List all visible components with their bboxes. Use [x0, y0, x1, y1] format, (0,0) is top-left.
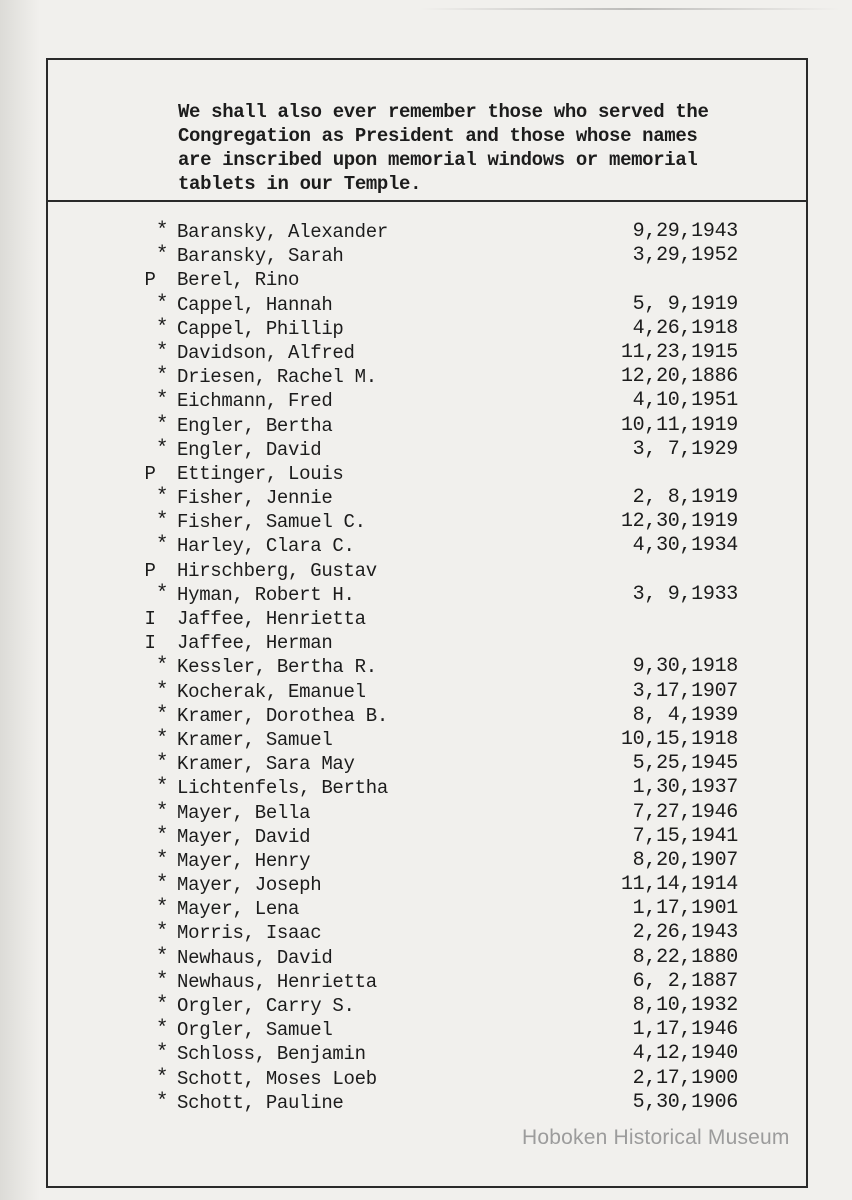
- list-item: [48, 631, 808, 655]
- entry-mark: I: [144, 608, 156, 630]
- entry-mark: *: [155, 486, 169, 510]
- entry-name: Ettinger, Louis: [177, 462, 344, 485]
- entry-mark: *: [155, 897, 169, 921]
- entry-name: Kramer, Dorothea B.: [177, 704, 388, 727]
- list-item: [48, 438, 808, 462]
- entry-name: Newhaus, David: [177, 946, 333, 969]
- list-item: [48, 897, 808, 921]
- list-item: [48, 921, 808, 945]
- entry-mark: *: [155, 1042, 169, 1066]
- list-item: [48, 583, 808, 607]
- list-item: [48, 293, 808, 317]
- entry-name: Kramer, Sara May: [177, 753, 355, 776]
- list-item: [48, 1042, 808, 1066]
- entry-mark: *: [155, 679, 169, 703]
- entry-mark: P: [144, 559, 156, 582]
- intro-box: [48, 60, 806, 202]
- list-item: [48, 534, 808, 558]
- list-item: [48, 607, 808, 631]
- entry-mark: *: [155, 776, 169, 800]
- list-item: [48, 486, 808, 510]
- entry-name: Harley, Clara C.: [177, 535, 355, 558]
- entry-name: Lichtenfels, Bertha: [177, 777, 388, 800]
- entry-date: 3,17,1907: [632, 679, 738, 703]
- entry-name: Schloss, Benjamin: [177, 1043, 366, 1066]
- list-item: [48, 970, 808, 994]
- entry-name: Davidson, Alfred: [177, 341, 355, 364]
- entry-mark: *: [155, 510, 169, 534]
- intro-text: We shall also ever remember those who served the Congregation as President and those whose names are inscribed upon memorial windows or memorial tablets in our Temple.: [178, 101, 709, 195]
- entry-mark: *: [155, 437, 169, 461]
- entry-name: Baransky, Alexander: [177, 221, 388, 243]
- list-item: [48, 365, 808, 389]
- entry-name: Newhaus, Henrietta: [177, 970, 377, 993]
- scan-edge-shadow: [0, 0, 40, 1200]
- entry-mark: *: [155, 1018, 169, 1042]
- entry-mark: *: [155, 413, 169, 437]
- entry-date: 3, 7,1929: [632, 437, 738, 461]
- entry-name: Baransky, Sarah: [177, 245, 344, 268]
- entry-mark: *: [155, 582, 169, 606]
- entry-name: Schott, Moses Loeb: [177, 1067, 377, 1090]
- entry-name: Orgler, Carry S.: [177, 995, 355, 1017]
- entry-name: Mayer, Bella: [177, 801, 311, 824]
- entry-date: 2, 8,1919: [632, 486, 738, 510]
- entry-name: Engler, David: [177, 438, 322, 461]
- entry-mark: *: [155, 873, 169, 897]
- list-item: [48, 1067, 808, 1091]
- list-item: [48, 849, 808, 873]
- entry-name: Orgler, Samuel: [177, 1019, 333, 1042]
- list-item: [48, 752, 808, 776]
- entry-mark: *: [155, 727, 169, 751]
- list-item: [48, 655, 808, 679]
- entry-name: Berel, Rino: [177, 269, 300, 292]
- entry-mark: I: [144, 632, 156, 655]
- entry-mark: *: [155, 994, 169, 1017]
- entry-mark: *: [155, 340, 169, 364]
- entry-date: 7,27,1946: [632, 800, 738, 824]
- entry-mark: *: [155, 752, 169, 776]
- entry-mark: *: [155, 389, 169, 413]
- list-item: [48, 776, 808, 800]
- entry-mark: P: [144, 462, 156, 485]
- list-item: [48, 825, 808, 849]
- entry-mark: *: [155, 800, 169, 824]
- entry-date: 12,30,1919: [620, 510, 738, 534]
- entry-date: 10,15,1918: [620, 727, 738, 751]
- entry-date: 5,25,1945: [632, 752, 738, 776]
- entry-mark: *: [155, 534, 169, 558]
- list-item: [48, 414, 808, 438]
- entry-name: Schott, Pauline: [177, 1091, 344, 1114]
- entry-date: 1,17,1901: [632, 897, 738, 921]
- entry-mark: *: [155, 848, 169, 872]
- list-item: [48, 244, 808, 268]
- entry-name: Kocherak, Emanuel: [177, 680, 366, 703]
- list-item: [48, 801, 808, 825]
- entry-date: 10,11,1919: [620, 413, 738, 437]
- entry-name: Cappel, Hannah: [177, 293, 333, 316]
- entry-date: 8,10,1932: [632, 994, 738, 1017]
- entry-mark: P: [144, 269, 156, 292]
- entry-date: 9,30,1918: [632, 655, 738, 679]
- memorial-list-frame: [46, 58, 808, 1188]
- list-item: [48, 1091, 808, 1115]
- entry-name: Jaffee, Henrietta: [177, 608, 366, 630]
- entry-mark: *: [155, 1066, 169, 1090]
- entry-name: Mayer, Henry: [177, 849, 311, 872]
- entry-date: 3,29,1952: [632, 244, 738, 268]
- entry-date: 4,30,1934: [632, 534, 738, 558]
- entry-mark: *: [155, 220, 169, 243]
- entry-date: 5,30,1906: [632, 1090, 738, 1114]
- entry-date: 11,23,1915: [620, 340, 738, 364]
- entry-date: 12,20,1886: [620, 365, 738, 389]
- list-item: [48, 728, 808, 752]
- entry-mark: *: [155, 703, 169, 727]
- entry-date: 2,26,1943: [632, 921, 738, 945]
- entry-name: Morris, Isaac: [177, 922, 322, 945]
- list-item: [48, 873, 808, 897]
- list-item: [48, 268, 808, 292]
- entry-name: Mayer, David: [177, 825, 311, 848]
- entry-date: 4,12,1940: [632, 1042, 738, 1066]
- entry-name: Fisher, Jennie: [177, 487, 333, 510]
- list-item: [48, 317, 808, 341]
- list-item: [48, 389, 808, 413]
- entry-mark: *: [155, 921, 169, 945]
- entry-date: 3, 9,1933: [632, 582, 738, 606]
- entry-name: Jaffee, Herman: [177, 632, 333, 655]
- entry-name: Kramer, Samuel: [177, 728, 333, 751]
- list-item: [48, 462, 808, 486]
- list-item: [48, 510, 808, 534]
- entry-name: Cappel, Phillip: [177, 317, 344, 340]
- entry-name: Driesen, Rachel M.: [177, 366, 377, 389]
- list-item: [48, 946, 808, 970]
- entry-mark: *: [155, 1090, 169, 1114]
- entry-mark: *: [155, 244, 169, 268]
- entry-date: 7,15,1941: [632, 824, 738, 848]
- entry-mark: *: [155, 945, 169, 969]
- entry-date: 2,17,1900: [632, 1066, 738, 1090]
- scan-speck: [420, 8, 840, 10]
- entry-date: 1,30,1937: [632, 776, 738, 800]
- entry-mark: *: [155, 365, 169, 389]
- entry-date: 11,14,1914: [620, 873, 738, 897]
- entry-date: 6, 2,1887: [632, 969, 738, 993]
- memorial-entries-list: [48, 220, 808, 1115]
- list-item: [48, 559, 808, 583]
- entry-mark: *: [155, 824, 169, 848]
- entry-name: Mayer, Joseph: [177, 874, 322, 897]
- entry-date: 8, 4,1939: [632, 703, 738, 727]
- entry-name: Engler, Bertha: [177, 414, 333, 437]
- entry-mark: *: [155, 655, 169, 679]
- entry-date: 1,17,1946: [632, 1018, 738, 1042]
- entry-date: 9,29,1943: [632, 220, 738, 243]
- list-item: [48, 994, 808, 1018]
- list-item: [48, 680, 808, 704]
- entry-date: 4,10,1951: [632, 389, 738, 413]
- watermark: Hoboken Historical Museum: [522, 1126, 790, 1149]
- entry-name: Hyman, Robert H.: [177, 583, 355, 606]
- entry-date: 8,22,1880: [632, 945, 738, 969]
- entry-name: Eichmann, Fred: [177, 390, 333, 413]
- entry-mark: *: [155, 292, 169, 316]
- list-item: [48, 220, 808, 244]
- list-item: [48, 341, 808, 365]
- entry-date: 5, 9,1919: [632, 292, 738, 316]
- entry-mark: *: [155, 969, 169, 993]
- entry-name: Kessler, Bertha R.: [177, 656, 377, 679]
- entry-date: 4,26,1918: [632, 316, 738, 340]
- list-item: [48, 1018, 808, 1042]
- entry-name: Mayer, Lena: [177, 898, 300, 921]
- entry-name: Hirschberg, Gustav: [177, 559, 377, 582]
- list-item: [48, 704, 808, 728]
- entry-name: Fisher, Samuel C.: [177, 511, 366, 534]
- entry-date: 8,20,1907: [632, 848, 738, 872]
- entry-mark: *: [155, 316, 169, 340]
